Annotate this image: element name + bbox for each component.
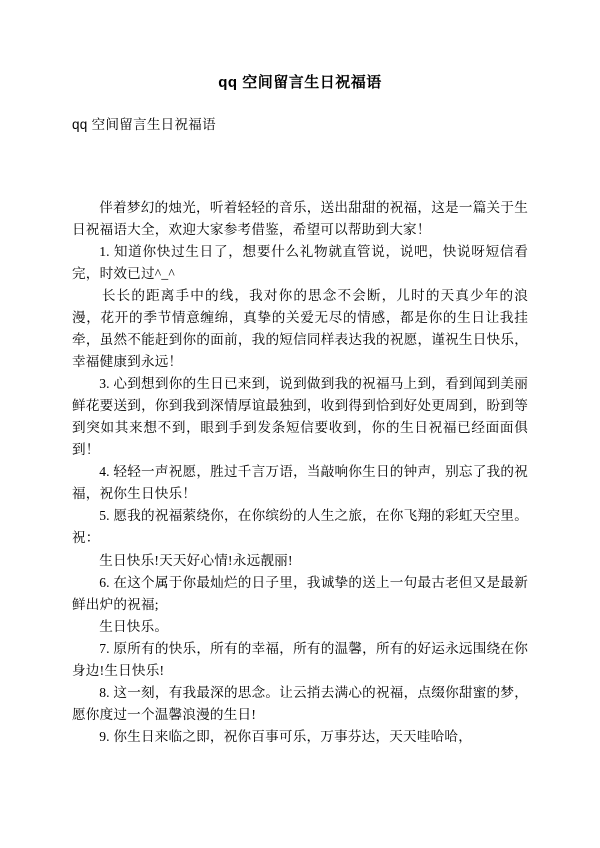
paragraph-5: 5. 愿我的祝福萦绕你，在你缤纷的人生之旅，在你飞翔的彩虹天空里。祝： xyxy=(72,508,528,546)
paragraph-5-wish: 生日快乐!天天好心情!永远靓丽! xyxy=(99,552,293,568)
paragraph-8: 8. 这一刻，有我最深的思念。让云捎去满心的祝福，点缀你甜蜜的梦，愿你度过一个温馨浪漫的生日! xyxy=(72,684,528,722)
paragraph-2: 长长的距离手中的线，我对你的思念不会断，儿时的天真少年的浪漫，花开的季节情意缠绵，真挚的关爱无尽的情感，都是你的生日让我挂牵，虽然不能赶到你的面前，我的短信同样表达我的祝愿，谨祝生日快乐，幸福健康到永远！ xyxy=(72,288,528,370)
paragraph-6-wish: 生日快乐。 xyxy=(99,618,169,634)
paragraph-3: 3. 心到想到你的生日已来到，说到做到我的祝福马上到，看到闻到美丽鲜花要送到，你到我到深情厚谊最独到，收到得到恰到好处更周到，盼到等到突如其来想不到，眼到手到发条短信要收到，你的生日祝福已经面面俱到！ xyxy=(72,376,528,458)
document-body xyxy=(72,197,528,747)
document-subtitle: qq 空间留言生日祝福语 xyxy=(72,117,216,132)
intro-paragraph: 伴着梦幻的烛光，听着轻轻的音乐，送出甜甜的祝福，这是一篇关于生日祝福语大全，欢迎大家参考借鉴，希望可以帮助到大家！ xyxy=(72,200,528,238)
paragraph-4: 4. 轻轻一声祝愿，胜过千言万语，当敲响你生日的钟声，别忘了我的祝福，祝你生日快乐！ xyxy=(72,464,528,502)
paragraph-1: 1. 知道你快过生日了，想要什么礼物就直管说，说吧，快说呀短信看完，时效已过^_^ xyxy=(72,244,528,282)
paragraph-9: 9. 你生日来临之即，祝你百事可乐，万事芬达，天天哇哈哈， xyxy=(99,728,473,744)
paragraph-6: 6. 在这个属于你最灿烂的日子里，我诚挚的送上一句最古老但又是最新鲜出炉的祝福; xyxy=(72,574,528,612)
paragraph-7: 7. 原所有的快乐，所有的幸福，所有的温馨，所有的好运永远围绕在你身边!生日快乐! xyxy=(72,640,528,678)
page-title: qq 空间留言生日祝福语 xyxy=(218,74,382,91)
spacer xyxy=(72,135,528,197)
